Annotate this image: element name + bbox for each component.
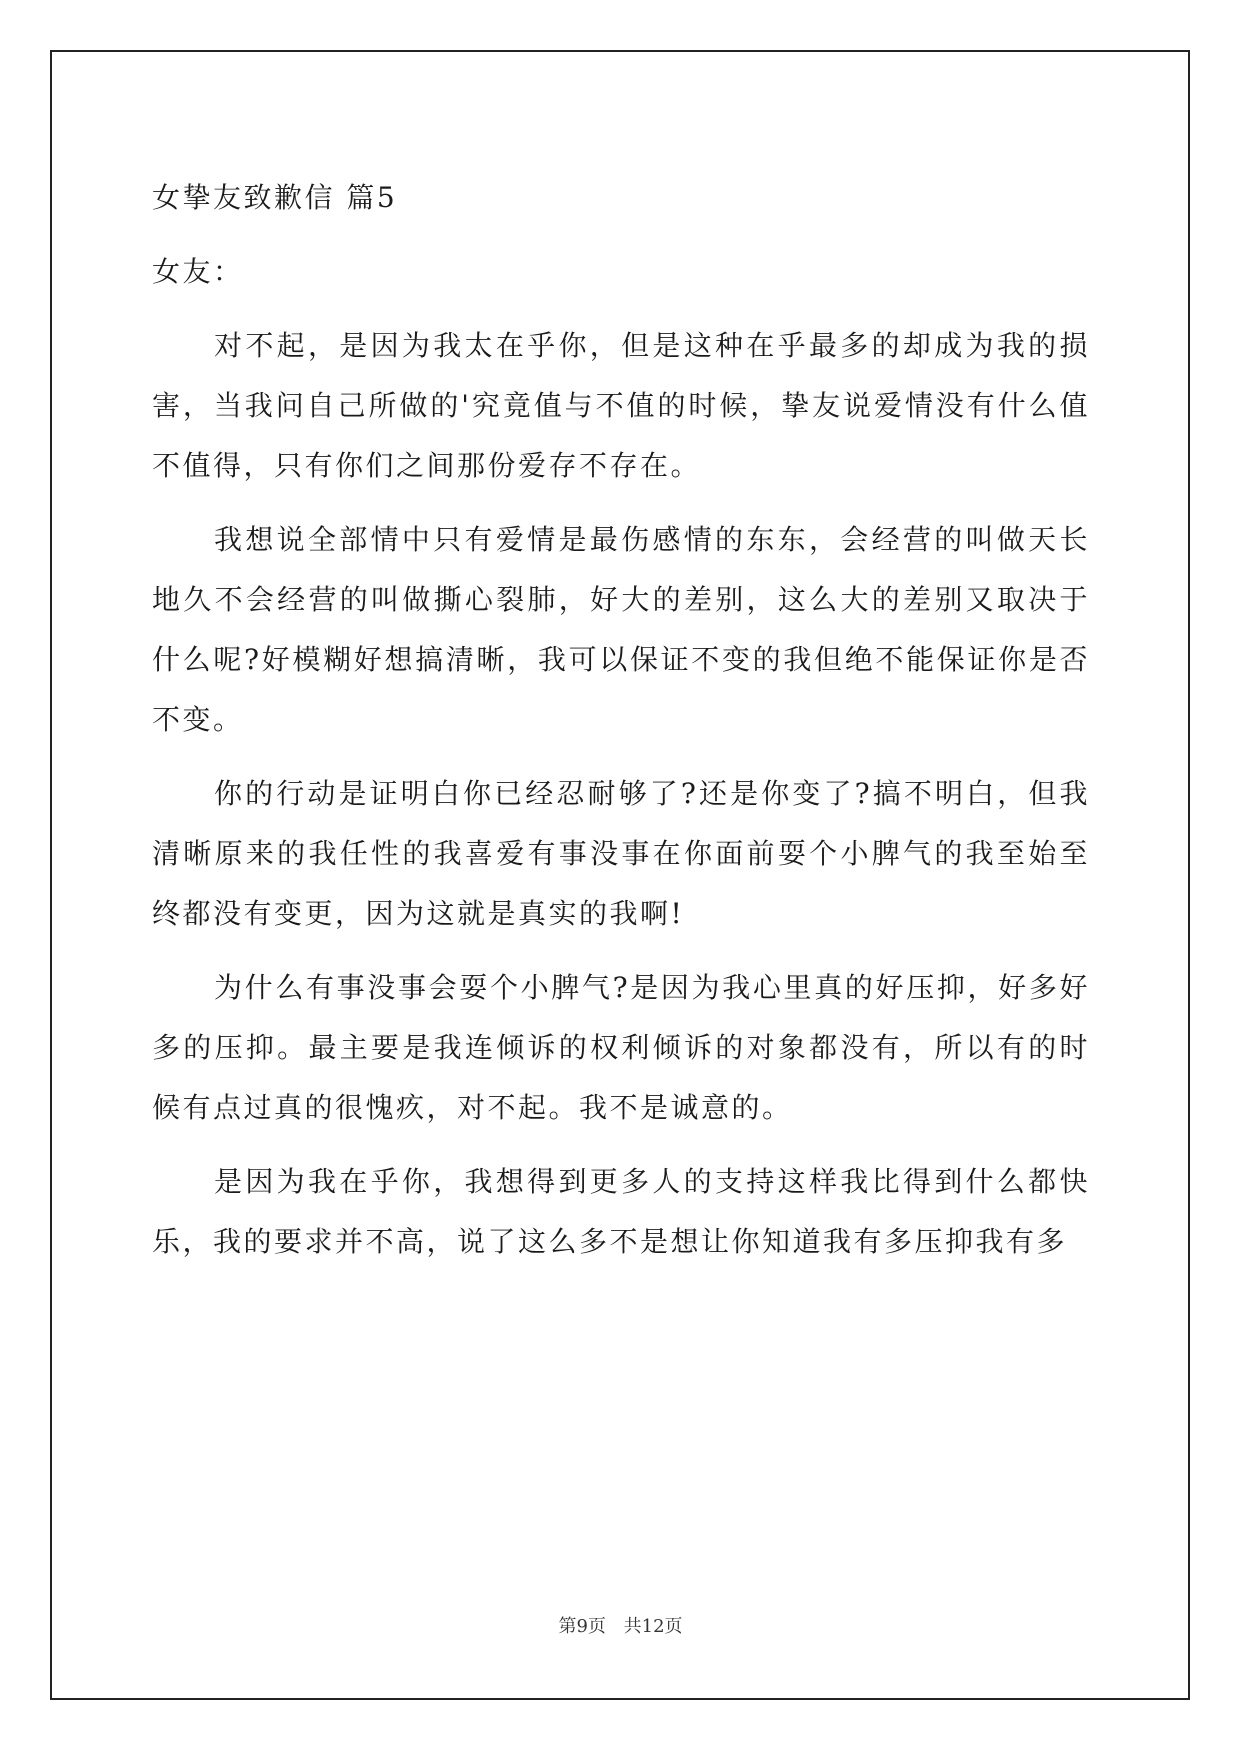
paragraph: 我想说全部情中只有爱情是最伤感情的东东，会经营的叫做天长地久不会经营的叫做撕心裂肺，好大的差别，这么大的差别又取决于什么呢?好模糊好想搞清晰，我可以保证不变的我但绝不能保证你是否不变。 — [152, 523, 1090, 736]
page-number: 第9页 — [558, 1616, 606, 1637]
paragraph: 对不起，是因为我太在乎你，但是这种在乎最多的却成为我的损害，当我问自己所做的'究竟值与不值的时候，挚友说爱情没有什么值不值得，只有你们之间那份爱存不存在。 — [152, 329, 1090, 482]
paragraph: 你的行动是证明白你已经忍耐够了?还是你变了?搞不明白，但我清晰原来的我任性的我喜爱有事没事在你面前耍个小脾气的我至始至终都没有变更，因为这就是真实的我啊! — [152, 777, 1090, 930]
document-body — [152, 168, 1090, 1286]
paragraph: 是因为我在乎你，我想得到更多人的支持这样我比得到什么都快乐，我的要求并不高，说了这么多不是想让你知道我有多压抑我有多 — [152, 1165, 1090, 1258]
document-title: 女挚友致歉信 篇5 — [152, 181, 398, 214]
salutation: 女友： — [152, 255, 244, 288]
paragraph: 为什么有事没事会耍个小脾气?是因为我心里真的好压抑，好多好多的压抑。最主要是我连倾诉的权利倾诉的对象都没有，所以有的时候有点过真的很愧疚，对不起。我不是诚意的。 — [152, 971, 1090, 1124]
page-footer — [0, 1612, 1241, 1638]
page-total: 共12页 — [623, 1616, 683, 1637]
